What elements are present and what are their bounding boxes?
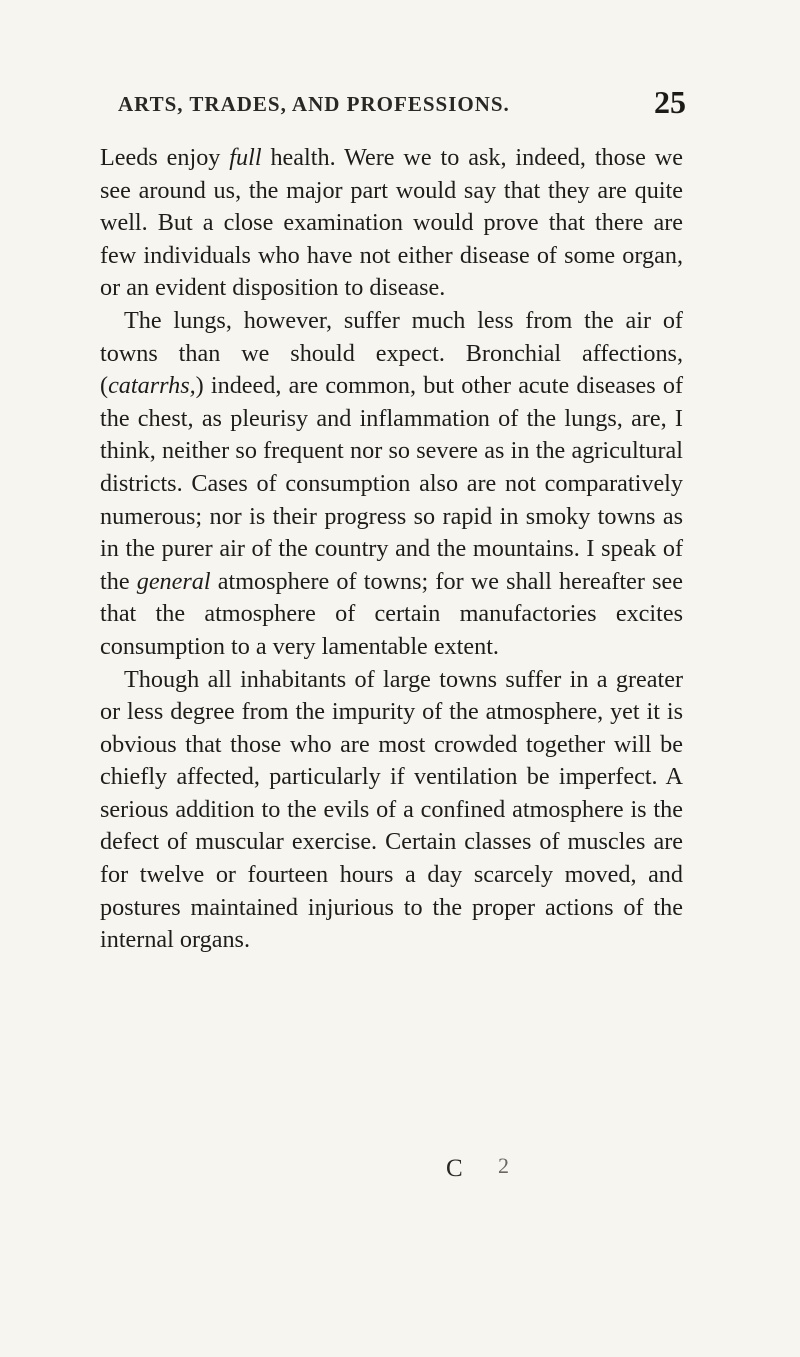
paragraph-1 bbox=[100, 142, 683, 305]
signature-letter: C bbox=[446, 1155, 463, 1182]
text-segment: health. Were we to ask, indeed, those we see around us, the major part would say that they are quite well. But a close examination would prove that there are few individuals who have not either disease of some organ, or an evident disposition to disease. bbox=[100, 144, 683, 302]
text-segment: Leeds enjoy bbox=[100, 144, 230, 171]
text-segment: atmosphere of towns; for we shall hereafter see that the atmosphere of certain manufactories excites consumption to a very lamentable extent. bbox=[100, 567, 683, 660]
signature-mark bbox=[0, 1155, 800, 1189]
italic-segment: catarrhs, bbox=[108, 372, 196, 400]
page-number: 25 bbox=[654, 84, 686, 120]
text-segment: ) indeed, are common, but other acute diseases of the chest, as pleurisy and inflammation of the lungs, are, I think, neither so frequent nor so severe as in the agricultural districts. Cases of consumption also are not comparatively numerous; nor is their progress so rapid in smoky towns as in the purer air of the country and the mountains. I speak of the bbox=[100, 372, 683, 595]
running-title: ARTS, TRADES, AND PROFESSIONS. bbox=[118, 92, 510, 116]
italic-segment: full bbox=[229, 144, 262, 171]
italic-segment: general bbox=[136, 567, 211, 595]
text-segment: The lungs, however, suffer much less from the air of towns than we should expect. Bronchial affections, ( bbox=[100, 306, 683, 400]
paragraph-3 bbox=[100, 664, 683, 957]
paragraph-2 bbox=[100, 305, 683, 664]
running-head bbox=[118, 86, 686, 126]
text-segment: Though all inhabitants of large towns suffer in a greater or less degree from the impurity of the atmosphere, yet it is obvious that those who are most crowded together will be chiefly affected, particularly if ventilation be imperfect. A serious addition to the evils of a confined atmosphere is the defect of muscular exercise. Certain classes of muscles are for twelve or fourteen hours a day scarcely moved, and postures maintained injurious to the proper actions of the internal organs. bbox=[100, 665, 683, 954]
signature-number: 2 bbox=[498, 1153, 509, 1178]
body-text bbox=[100, 142, 683, 957]
